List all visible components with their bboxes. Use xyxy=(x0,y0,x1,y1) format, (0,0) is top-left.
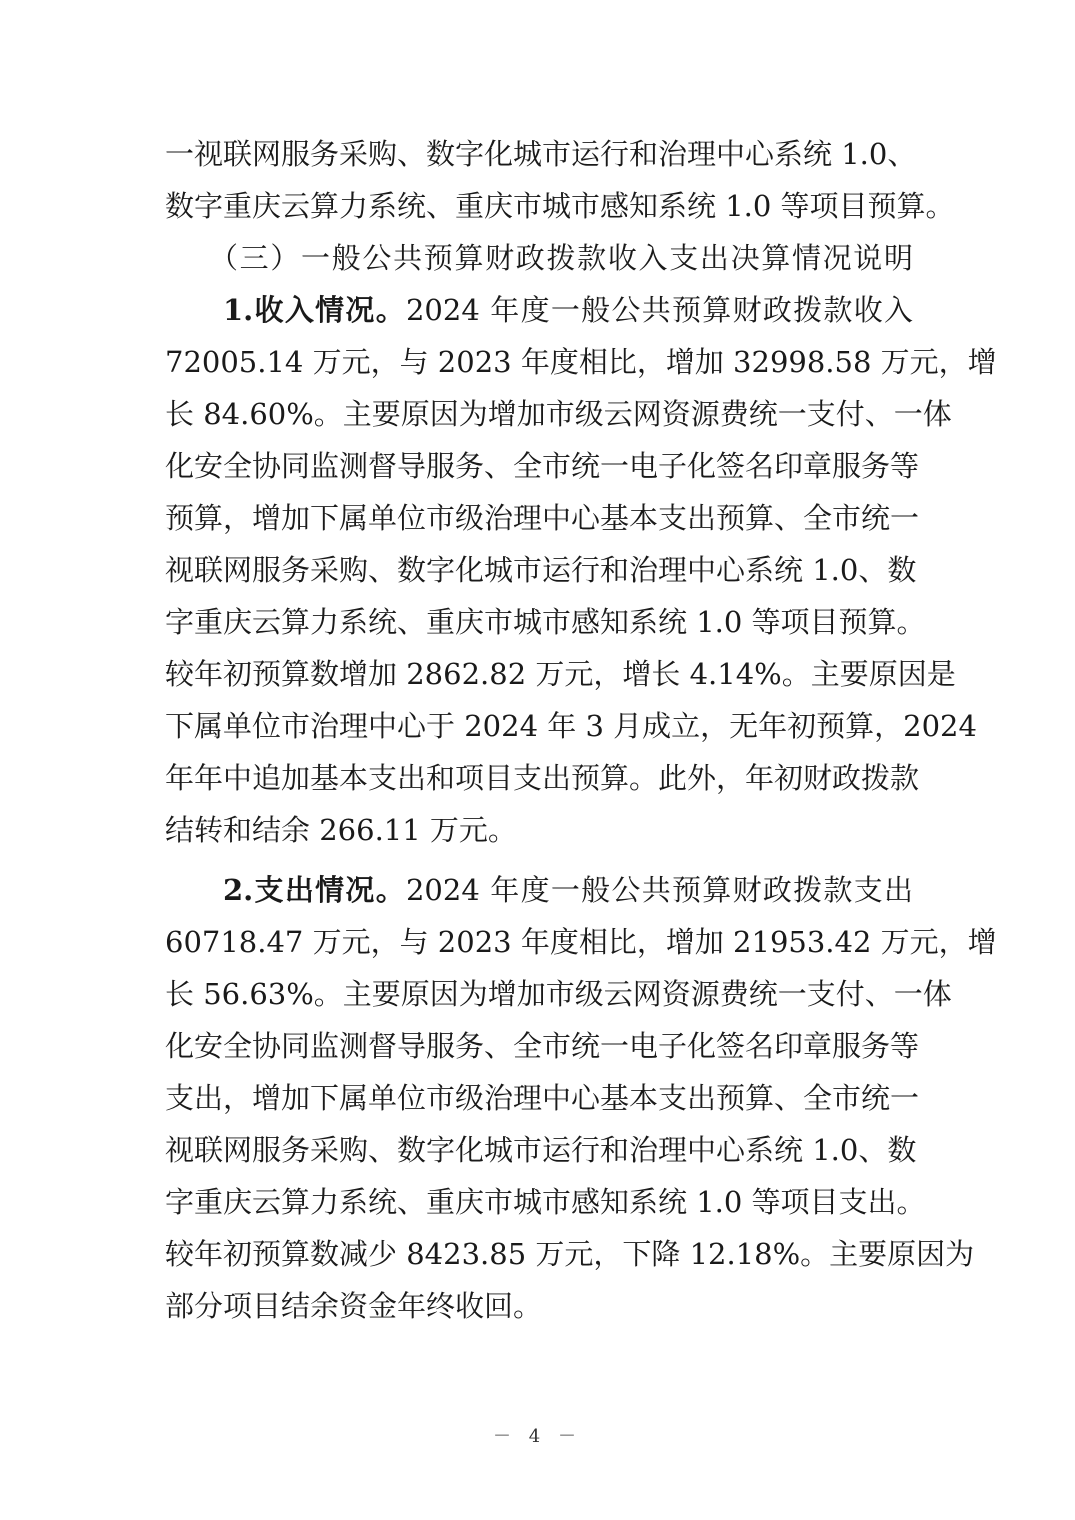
text-line: 视联网服务采购、数字化城市运行和治理中心系统 1.0、数 xyxy=(165,1133,917,1167)
text-line: 视联网服务采购、数字化城市运行和治理中心系统 1.0、数 xyxy=(165,553,917,587)
text-line: 较年初预算数减少 8423.85 万元，下降 12.18%。主要原因为 xyxy=(165,1237,975,1271)
expense-first-line xyxy=(223,864,913,916)
income-lead: 1.收入情况。 xyxy=(223,293,406,327)
text-line: 72005.14 万元，与 2023 年度相比，增加 32998.58 万元，增 xyxy=(165,345,997,379)
text-line: 一视联网服务采购、数字化城市运行和治理中心系统 1.0、 xyxy=(165,137,917,171)
section-heading: （三）一般公共预算财政拨款收入支出决算情况说明 xyxy=(209,241,913,275)
text-line: 60718.47 万元，与 2023 年度相比，增加 21953.42 万元，增 xyxy=(165,925,997,959)
text-line: 化安全协同监测督导服务、全市统一电子化签名印章服务等 xyxy=(165,449,920,483)
income-first-line xyxy=(223,284,913,336)
text-line: 长 56.63%。主要原因为增加市级云网资源费统一支付、一体 xyxy=(165,977,952,1011)
text-line: 字重庆云算力系统、重庆市城市感知系统 1.0 等项目支出。 xyxy=(165,1185,926,1219)
text-line: 支出，增加下属单位市级治理中心基本支出预算、全市统一 xyxy=(165,1081,920,1115)
income-first-line-text: 2024 年度一般公共预算财政拨款收入 xyxy=(405,293,913,327)
text-line: 长 84.60%。主要原因为增加市级云网资源费统一支付、一体 xyxy=(165,397,952,431)
text-line: 下属单位市治理中心于 2024 年 3 月成立，无年初预算，2024 xyxy=(165,709,977,743)
text-line: 部分项目结余资金年终收回。 xyxy=(165,1289,543,1323)
expense-first-line-text: 2024 年度一般公共预算财政拨款支出 xyxy=(405,873,913,907)
text-line: 结转和结余 266.11 万元。 xyxy=(165,813,517,847)
text-line: 预算，增加下属单位市级治理中心基本支出预算、全市统一 xyxy=(165,501,920,535)
text-line: 化安全协同监测督导服务、全市统一电子化签名印章服务等 xyxy=(165,1029,920,1063)
text-line: 数字重庆云算力系统、重庆市城市感知系统 1.0 等项目预算。 xyxy=(165,189,955,223)
expense-lead: 2.支出情况。 xyxy=(223,873,406,907)
text-line: 较年初预算数增加 2862.82 万元，增长 4.14%。主要原因是 xyxy=(165,657,956,691)
text-line: 年年中追加基本支出和项目支出预算。此外，年初财政拨款 xyxy=(165,761,920,795)
text-line: 字重庆云算力系统、重庆市城市感知系统 1.0 等项目预算。 xyxy=(165,605,926,639)
page-number: － 4 － xyxy=(493,1426,582,1447)
